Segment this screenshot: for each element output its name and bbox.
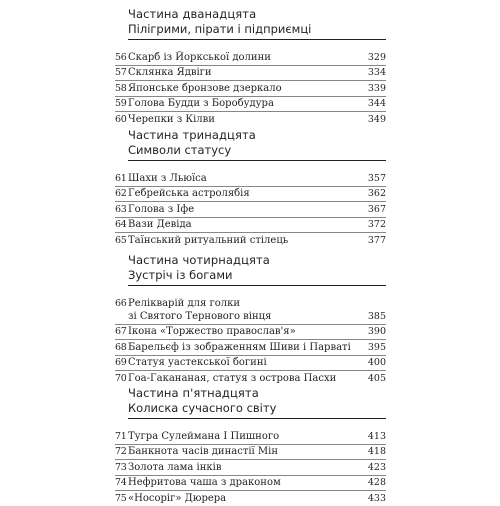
- entry-number: 65: [115, 234, 127, 246]
- toc-entry[interactable]: [115, 476, 386, 492]
- entry-number: 57: [115, 67, 127, 78]
- toc-entry[interactable]: [115, 50, 386, 66]
- part-label: Частина п'ятнадцята: [128, 386, 259, 400]
- entry-number: 58: [115, 82, 127, 94]
- toc-entry[interactable]: [115, 491, 386, 506]
- entry-number: 56: [115, 51, 127, 63]
- entry-page: 418: [367, 446, 386, 457]
- entry-title: Ікона «Торжество православ'я»: [128, 326, 296, 337]
- toc-entry[interactable]: [115, 202, 386, 218]
- toc-entry[interactable]: [115, 66, 386, 82]
- entry-title: Гебрейська астролябія: [128, 188, 250, 199]
- entry-number: 68: [115, 341, 127, 353]
- entry-title: Золота лама інків: [128, 461, 222, 473]
- toc-entry[interactable]: [115, 296, 386, 325]
- entry-title: Склянка Ядвіги: [128, 67, 212, 78]
- entry-page: 428: [367, 477, 386, 488]
- entry-number: 64: [115, 219, 127, 230]
- entry-number: 75: [115, 492, 127, 504]
- toc-entry[interactable]: [115, 81, 386, 97]
- entry-title-line: Реліквaрій для голки: [128, 297, 241, 309]
- entry-title: Гоа-Гакананая, статуя з острова Пасхи: [128, 372, 337, 384]
- part-title: Зустріч із богами: [128, 268, 386, 286]
- entry-number: 71: [115, 430, 127, 442]
- entry-page: 405: [367, 372, 386, 384]
- entry-page: 377: [367, 234, 386, 246]
- entry-number: 59: [115, 98, 127, 109]
- entry-page: 367: [367, 203, 386, 215]
- toc-entry[interactable]: [115, 460, 386, 476]
- entry-page: 413: [367, 430, 386, 442]
- entry-page: 344: [367, 98, 386, 109]
- entry-title: Скарб із Йоркської долини: [128, 51, 271, 63]
- part-title: Колиска сучасного світу: [128, 401, 386, 419]
- entry-title: Голова з Іфе: [128, 203, 195, 215]
- entry-page: 349: [367, 113, 386, 125]
- toc-entry[interactable]: [115, 445, 386, 461]
- entry-number: 72: [115, 446, 127, 457]
- toc-entry[interactable]: [115, 340, 386, 356]
- entry-page: 329: [367, 51, 386, 63]
- entry-page: 395: [367, 341, 386, 353]
- entry-page: 423: [367, 461, 386, 473]
- toc-entries: [115, 429, 386, 506]
- entry-page: 433: [367, 492, 386, 504]
- entry-number: 62: [115, 188, 127, 199]
- entry-title: Нефритова чаша з драконом: [128, 477, 281, 488]
- entry-number: 74: [115, 477, 127, 488]
- entry-title: Шахи з Льюїса: [128, 172, 207, 184]
- part-label: Частина дванадцята: [128, 7, 257, 21]
- toc-entry[interactable]: [115, 187, 386, 203]
- toc-entry[interactable]: [115, 371, 386, 386]
- entry-title: Статуя уастекської богині: [128, 357, 267, 368]
- entry-page: 362: [367, 188, 386, 199]
- entry-number: 66: [115, 297, 127, 309]
- entry-title: [128, 297, 362, 323]
- toc-entry[interactable]: [115, 97, 386, 113]
- toc-entry[interactable]: [115, 325, 386, 341]
- entry-number: 73: [115, 461, 127, 473]
- entry-title: Тугра Сулеймана І Пишного: [128, 430, 280, 442]
- toc-entry[interactable]: [115, 356, 386, 372]
- entry-page: 385: [367, 310, 386, 322]
- part-title: Символи статусу: [128, 143, 386, 161]
- entry-title: Голова Будди з Боробудура: [128, 98, 274, 109]
- entry-page: 400: [367, 357, 386, 368]
- entry-title-line: зі Святого Тернового вінця: [128, 310, 272, 322]
- entry-number: 63: [115, 203, 127, 215]
- entry-number: 67: [115, 326, 127, 337]
- entry-title: Черепки з Кілви: [128, 113, 215, 125]
- entry-page: 334: [367, 67, 386, 78]
- toc-entries: [115, 296, 386, 386]
- entry-title: «Носоріг» Дюрера: [128, 492, 227, 504]
- entry-page: 339: [367, 82, 386, 94]
- toc-part: [115, 128, 386, 248]
- entry-number: 61: [115, 172, 127, 184]
- toc-part: [115, 386, 386, 506]
- entry-number: 69: [115, 357, 127, 368]
- part-title: Пілігрими, пірати і підприємці: [128, 22, 386, 40]
- entry-page: 390: [367, 326, 386, 337]
- entry-title: Вази Девіда: [128, 219, 192, 230]
- toc-entry[interactable]: [115, 218, 386, 234]
- part-label: Частина чотирнадцята: [128, 253, 270, 267]
- toc-entry[interactable]: [115, 233, 386, 248]
- entry-title: Банкнота часів династії Мін: [128, 446, 279, 457]
- toc-entry[interactable]: [115, 171, 386, 187]
- entry-page: 357: [367, 172, 386, 184]
- toc-entries: [115, 50, 386, 127]
- entry-title: Таїнський ритуальний стілець: [128, 234, 289, 246]
- toc-part: [115, 253, 386, 386]
- entry-number: 60: [115, 113, 127, 125]
- entry-title: Барельєф із зображенням Шиви і Парваті: [128, 341, 351, 353]
- entry-number: 70: [115, 372, 127, 384]
- toc-entry[interactable]: [115, 112, 386, 127]
- toc-entry[interactable]: [115, 429, 386, 445]
- part-label: Частина тринадцята: [128, 128, 256, 142]
- entry-title: Японське бронзове дзеркало: [128, 82, 282, 94]
- toc-part: [115, 7, 386, 127]
- toc-entries: [115, 171, 386, 248]
- entry-page: 372: [367, 219, 386, 230]
